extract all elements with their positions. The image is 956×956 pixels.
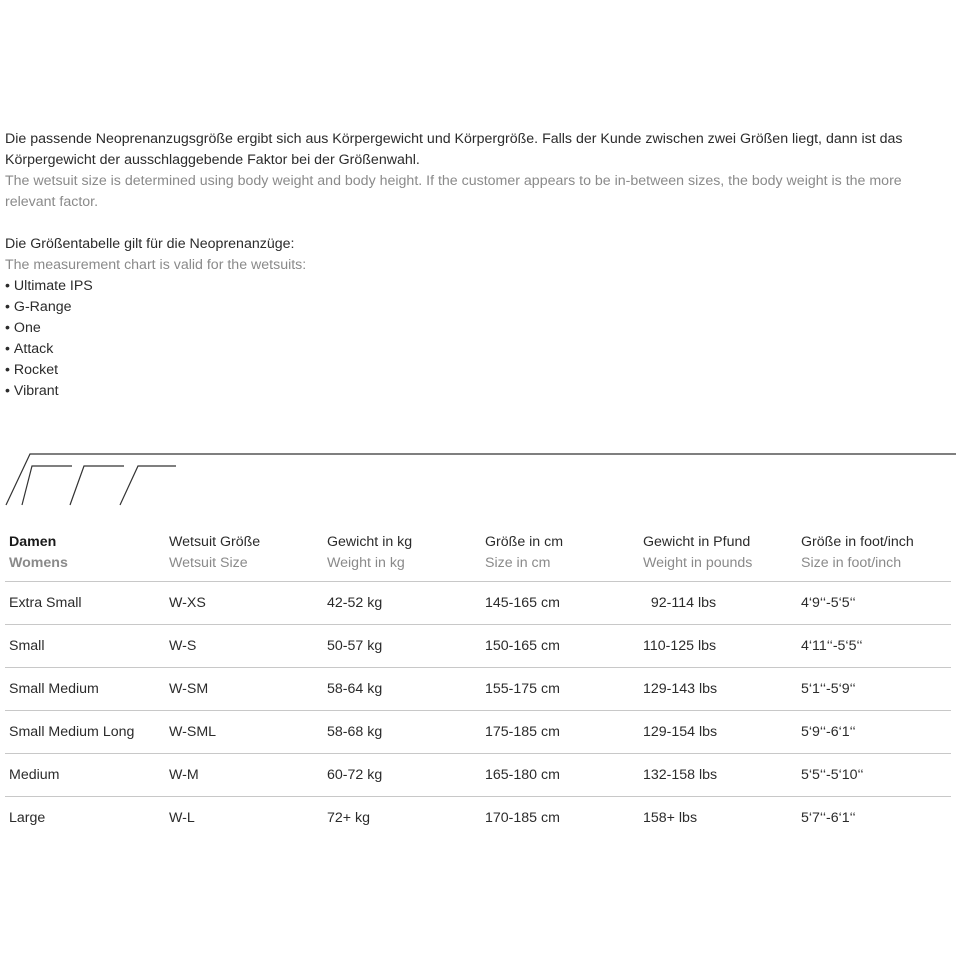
chart-validity-german: Die Größentabelle gilt für die Neoprenanzüge:: [5, 236, 295, 252]
cell-wetsuit-size: W-SM: [165, 668, 323, 711]
cell-size-cm: 165-180 cm: [481, 754, 639, 797]
cell-size-name: Extra Small: [5, 582, 165, 625]
cell-weight-kg: 72+ kg: [327, 810, 370, 826]
wetsuit-model-list: [5, 276, 945, 402]
cell-size-name: Small Medium: [5, 668, 165, 711]
cell-size-cm: 155-175 cm: [481, 668, 639, 711]
cell-size-foot-inch: 5‘1‘‘-5‘9‘‘: [797, 668, 951, 711]
cell-weight-kg: 60-72 kg: [323, 754, 481, 797]
cell-weight-pounds: 158+ lbs: [643, 810, 698, 826]
intro-english-paragraph: The wetsuit size is determined using body weight and body height. If the customer appears to be in-between sizes, the body weight is the more relevant factor.: [5, 173, 902, 210]
intro-german-paragraph: Die passende Neoprenanzugsgröße ergibt sich aus Körpergewicht und Körpergröße. Falls der Kunde zwischen zwei Größen liegt, dann ist das Körpergewicht der ausschlaggebende Faktor bei der Größenwahl.: [5, 131, 903, 168]
list-item: • Ultimate IPS: [5, 276, 945, 297]
cell-weight-pounds: 110-125 lbs: [639, 625, 797, 668]
table-row: [5, 625, 951, 668]
table-row: [5, 582, 951, 625]
cell-size-name: Large: [9, 810, 46, 826]
table-row: [5, 711, 951, 754]
cell-size-foot-inch: 5‘5‘‘-5‘10‘‘: [797, 754, 951, 797]
decorative-slash-lines: [0, 448, 956, 510]
table-row: [5, 797, 951, 840]
cell-weight-pounds: 129-154 lbs: [639, 711, 797, 754]
list-item: • G-Range: [5, 297, 945, 318]
cell-size-name: Medium: [5, 754, 165, 797]
spacer: [5, 213, 945, 234]
cell-wetsuit-size: W-XS: [165, 582, 323, 625]
column-header-size-foot-inch: Größe in foot/inch Size in foot/inch: [797, 528, 951, 582]
cell-weight-kg: 58-64 kg: [323, 668, 481, 711]
table-row: [5, 668, 951, 711]
cell-wetsuit-size: W-SML: [165, 711, 323, 754]
table-row: [5, 754, 951, 797]
column-header-womens: Damen Womens: [5, 528, 165, 582]
chart-validity-english: The measurement chart is valid for the wetsuits:: [5, 257, 307, 273]
cell-wetsuit-size: W-L: [169, 810, 195, 826]
cell-size-name: Small: [5, 625, 165, 668]
column-header-wetsuit-size: Wetsuit Größe Wetsuit Size: [165, 528, 323, 582]
cell-size-cm: 175-185 cm: [481, 711, 639, 754]
list-item: • Attack: [5, 339, 945, 360]
cell-size-cm: 150-165 cm: [481, 625, 639, 668]
size-table: [5, 528, 951, 839]
cell-size-cm: 170-185 cm: [485, 810, 560, 826]
cell-weight-kg: 42-52 kg: [323, 582, 481, 625]
cell-size-foot-inch: 4‘9‘‘-5‘5‘‘: [797, 582, 951, 625]
column-header-weight-pounds: Gewicht in Pfund Weight in pounds: [639, 528, 797, 582]
cell-size-foot-inch: 4‘11‘‘-5‘5‘‘: [797, 625, 951, 668]
cell-weight-kg: 50-57 kg: [323, 625, 481, 668]
cell-weight-kg: 58-68 kg: [323, 711, 481, 754]
column-header-weight-kg: Gewicht in kg Weight in kg: [323, 528, 481, 582]
cell-size-name: Small Medium Long: [5, 711, 165, 754]
cell-size-cm: 145-165 cm: [481, 582, 639, 625]
cell-weight-pounds: 129-143 lbs: [639, 668, 797, 711]
list-item: • Vibrant: [5, 381, 945, 402]
cell-size-foot-inch: 5‘9‘‘-6‘1‘‘: [797, 711, 951, 754]
cell-weight-pounds: 132-158 lbs: [639, 754, 797, 797]
list-item: • Rocket: [5, 360, 945, 381]
cell-wetsuit-size: W-M: [165, 754, 323, 797]
cell-size-foot-inch: 5‘7‘‘-6‘1‘‘: [801, 810, 856, 826]
intro-text: [5, 129, 945, 402]
list-item: • One: [5, 318, 945, 339]
column-header-size-cm: Größe in cm Size in cm: [481, 528, 639, 582]
cell-wetsuit-size: W-S: [165, 625, 323, 668]
table-header-row: [5, 528, 951, 582]
cell-weight-pounds: 92-114 lbs: [639, 582, 797, 625]
